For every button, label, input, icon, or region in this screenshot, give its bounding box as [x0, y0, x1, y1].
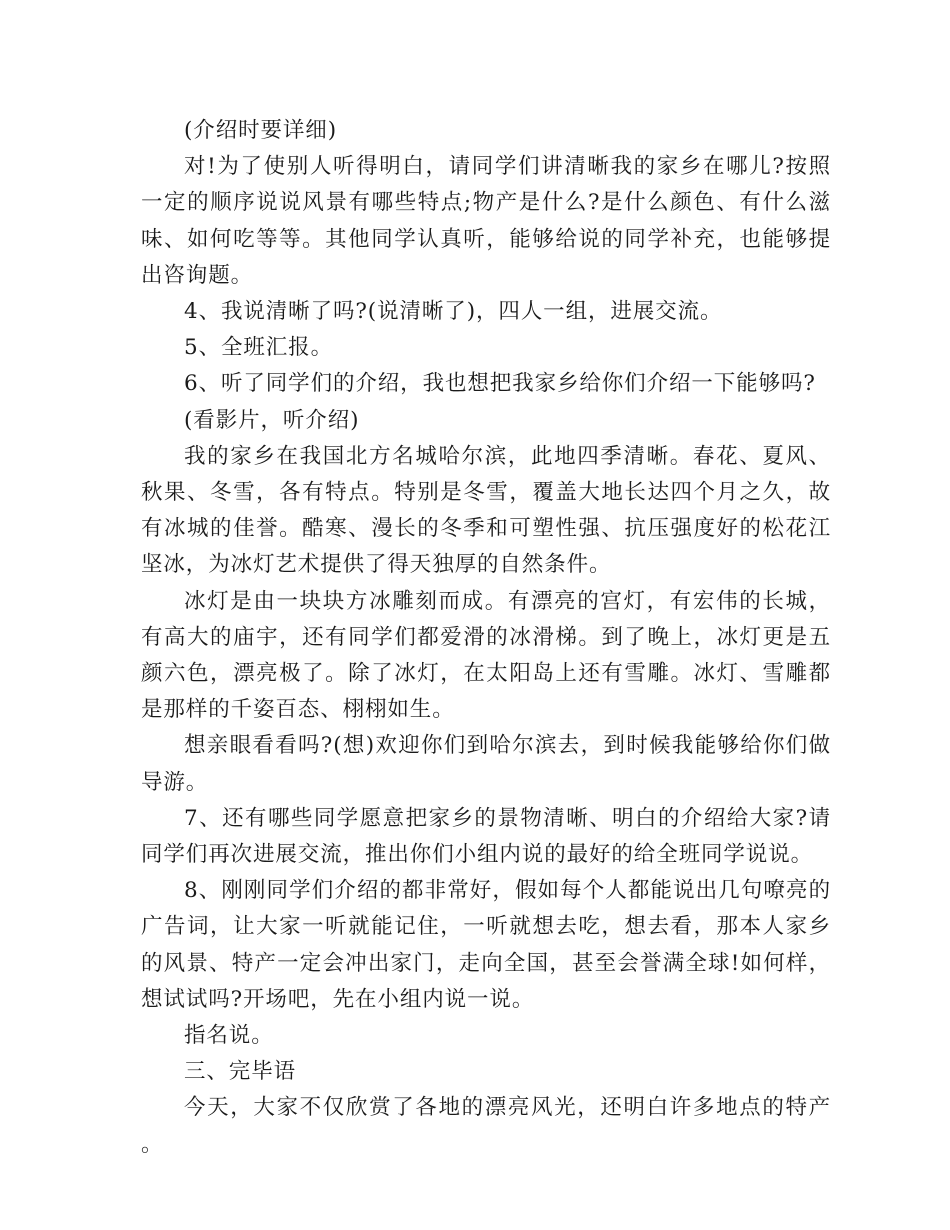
section-heading-conclusion: 三、完毕语 [184, 1059, 297, 1085]
paragraph-named-speaking: 指名说。 [184, 1023, 274, 1049]
paragraph-conclusion: 今天，大家不仅欣赏了各地的漂亮风光，还明白许多地点的特产。 [141, 1095, 831, 1157]
paragraph-harbin: 我的家乡在我国北方名城哈尔滨，此地四季清晰。春花、夏风、秋果、冬雪，各有特点。特别是冬雪，覆盖大地长达四个月之久，故有冰城的佳誉。酷寒、漫长的冬季和可塑性强、抗压强度好的松花江坚冰，为冰灯艺术提供了得天独厚的自然条件。 [141, 443, 831, 578]
paragraph-video-note: (看影片，听介绍) [184, 407, 360, 433]
paragraph-step-4: 4、我说清晰了吗?(说清晰了)，四人一组，进展交流。 [184, 299, 723, 325]
paragraph-step-7: 7、还有哪些同学愿意把家乡的景物清晰、明白的介绍给大家?请同学们再次进展交流，推出你们小组内说的最好的给全班同学说说。 [141, 805, 831, 868]
paragraph-instructions: 对!为了使别人听得明白，请同学们讲清晰我的家乡在哪儿?按照一定的顺序说说风景有哪些特点;物产是什么?是什么颜色、有什么滋味、如何吃等等。其他同学认真听，能够给说的同学补充，也能够提出咨询题。 [141, 154, 831, 288]
paragraph-intro-note: (介绍时要详细) [184, 118, 337, 143]
paragraph-step-8: 8、刚刚同学们介绍的都非常好，假如每个人都能说出几句嘹亮的广告词，让大家一听就能记住，一听就想去吃，想去看，那本人家乡的风景、特产一定会冲出家门，走向全国，甚至会誉满全球!如何样，想试试吗?开场吧，先在小组内说一说。 [141, 878, 831, 1012]
paragraph-invitation: 想亲眼看看吗?(想)欢迎你们到哈尔滨去，到时候我能够给你们做导游。 [141, 733, 831, 795]
paragraph-step-5: 5、全班汇报。 [184, 335, 333, 361]
paragraph-step-6: 6、听了同学们的介绍，我也想把我家乡给你们介绍一下能够吗? [184, 371, 816, 397]
paragraph-ice-lanterns: 冰灯是由一块块方冰雕刻而成。有漂亮的宫灯，有宏伟的长城，有高大的庙宇，还有同学们都爱滑的冰滑梯。到了晚上，冰灯更是五颜六色，漂亮极了。除了冰灯，在太阳岛上还有雪雕。冰灯、雪雕都是那样的千姿百态、栩栩如生。 [141, 588, 831, 723]
document-body [141, 113, 831, 1163]
